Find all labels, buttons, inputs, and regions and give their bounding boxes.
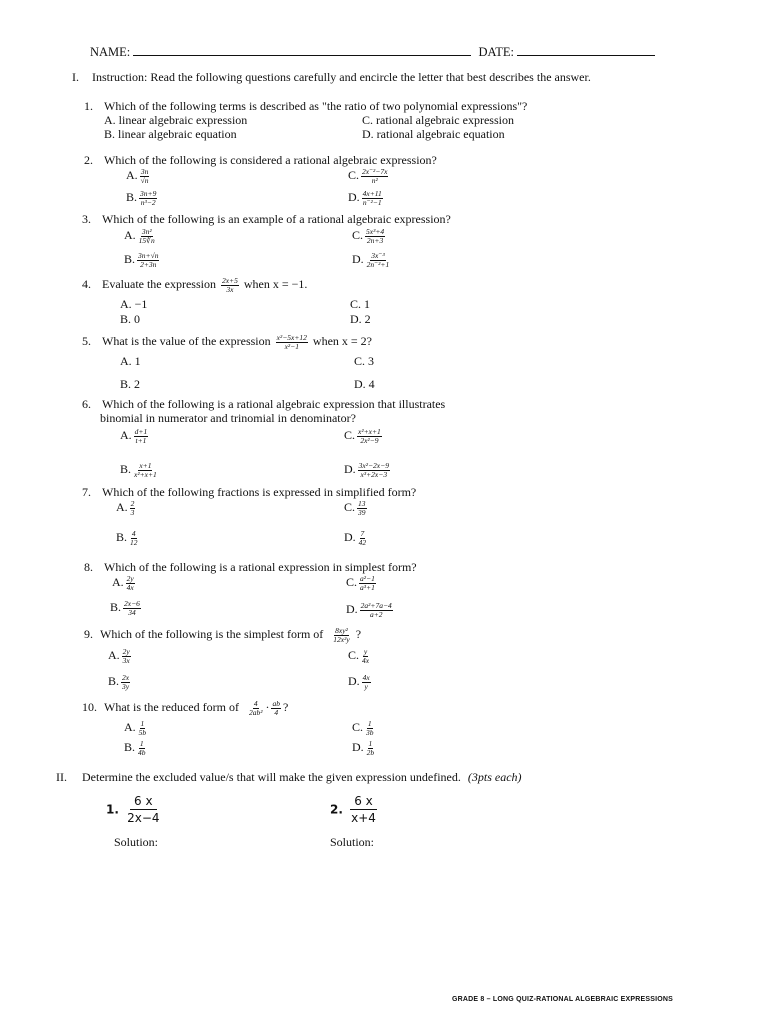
question-number: 3. [82,212,91,226]
question-number: 1. [84,99,93,113]
fraction-numerator: 2x⁻²−7x [362,167,388,176]
option-d[interactable] [344,530,369,547]
fraction-numerator: 8xy² [335,626,348,635]
fraction-numerator: 7 [360,529,365,538]
option-c[interactable]: C. 3 [354,354,375,368]
fraction-denominator: √n [140,175,149,185]
part2-numeral: II. [56,770,67,784]
option-d[interactable] [352,740,377,757]
option-label: A. [108,648,120,663]
question-text-end: when x = −1. [243,277,308,292]
option-fraction [140,168,150,185]
fraction-numerator: y [363,647,368,656]
fraction-denominator: 3b [366,727,374,737]
question-3 [82,212,451,227]
option-label: D. [352,252,364,267]
fraction-numerator: 6 x [350,794,377,810]
question-number: 8. [84,560,93,574]
fraction-denominator: y [364,681,368,691]
option-b[interactable]: B. 0 [120,312,141,326]
option-a[interactable] [116,500,137,517]
option-c[interactable] [344,500,369,517]
fraction-numerator: x²−5x+12 [276,333,307,342]
option-d[interactable]: D. rational algebraic equation [362,127,505,141]
fraction-numerator: 5x³+4 [366,227,385,236]
option-fraction [361,648,370,665]
option-fraction [134,428,149,445]
fraction-numerator: 3x⁻³ [371,251,385,260]
fraction-numerator: 4 [253,699,258,708]
option-fraction [357,500,367,517]
fraction-denominator: 3x [122,655,130,665]
part2-item-1 [106,794,164,826]
question-8 [84,560,417,575]
part2-instruction [56,770,522,785]
option-fraction [358,462,390,479]
option-label: C. [344,428,356,443]
question-number: 6. [82,397,91,411]
option-label: D. [344,462,356,477]
option-c[interactable] [352,720,377,737]
question-number: 5. [82,334,91,349]
option-label: C. [348,168,360,183]
question-text: What is the value of the expression [102,334,271,349]
fraction-denominator: 2x²−9 [360,435,379,445]
option-label: A. [112,575,124,590]
fraction-denominator: 4x [126,582,134,592]
question-fraction [221,277,239,294]
question-text: Which of the following is a rational algebraic expression that illustrates [102,397,446,411]
question-text: Which of the following is an example of a rational algebraic expression? [102,212,451,226]
fraction-denominator: 4 [274,707,279,717]
option-fraction [361,168,388,185]
option-label: B. [124,740,136,755]
question-6-line2: binomial in numerator and trinomial in denominator? [100,411,356,425]
option-fraction [123,600,141,617]
fraction-denominator: 2b [366,747,375,757]
option-fraction [362,674,371,691]
fraction-denominator: 12 [130,537,138,547]
fraction-denominator: 4x [362,655,370,665]
fraction-denominator: 42 [358,537,367,547]
fraction-denominator: 2+3n [140,259,157,269]
option-fraction [366,252,391,269]
option-b[interactable] [126,190,159,207]
option-label: C. [352,720,364,735]
fraction-denominator: 2x−4 [127,811,160,826]
fraction-denominator: 34 [128,607,136,617]
part1-instruction [72,70,591,85]
option-fraction [137,740,147,757]
fraction-numerator: 2y [122,647,130,656]
question-text-end: ? [355,627,362,642]
question-text: Which of the following is a rational expression in simplest form? [104,560,417,574]
option-a[interactable] [112,575,137,592]
question-number: 10. [82,700,97,715]
option-fraction [138,720,148,737]
question-text: Which of the following is considered a rational algebraic expression? [104,153,437,167]
option-label: C. [344,500,356,515]
option-b[interactable]: B. 2 [120,377,141,391]
name-field[interactable] [133,44,471,56]
fraction-denominator: x+4 [351,811,376,826]
fraction-numerator: 3x²−2x−9 [358,461,389,470]
option-fraction [139,190,157,207]
option-fraction [358,530,368,547]
option-label: C. [348,648,360,663]
fraction-denominator: a+2 [369,609,383,619]
fraction-numerator: a²−1 [360,574,375,583]
fraction-denominator: x²+x+1 [134,469,157,479]
fraction-numerator: 2y [126,574,134,583]
fraction-denominator: n³−2 [140,197,156,207]
option-label: B. [120,462,132,477]
fraction-numerator: 3n+9 [140,189,157,198]
fraction-numerator: x+1 [139,461,152,470]
option-fraction [357,428,382,445]
question-5 [82,334,372,351]
fraction-denominator: 3x [226,284,234,294]
option-b[interactable] [120,462,160,479]
item-fraction [347,794,380,826]
fraction-denominator: 2n⁻²+1 [366,259,390,269]
fraction-numerator: 3n [140,167,149,176]
solution-label-2: Solution: [330,835,375,849]
option-fraction [137,252,159,269]
name-row [90,44,655,60]
fraction-denominator: 39 [358,507,366,517]
fraction-numerator: x²+x+1 [358,427,381,436]
option-fraction [129,530,139,547]
option-fraction [362,190,383,207]
option-label: C. [346,575,358,590]
question-fraction [276,334,308,351]
option-d[interactable] [348,190,385,207]
fraction-denominator: 3 [130,507,135,517]
option-fraction [360,602,393,619]
question-10 [82,700,288,717]
option-label: A. [120,428,132,443]
fraction-numerator: 6 x [130,794,157,810]
option-c[interactable] [348,168,390,185]
fraction-denominator: 2n+3 [366,235,384,245]
fraction-denominator: 2ab² [248,707,263,717]
option-a[interactable]: A. 1 [120,354,141,368]
question-number: 7. [82,485,91,499]
option-label: B. [126,190,138,205]
option-d[interactable] [352,252,392,269]
fraction-numerator: 2x−6 [124,599,140,608]
question-number: 4. [82,277,91,292]
fraction-denominator: t+1 [135,435,147,445]
fraction-numerator: 2x+5 [221,276,238,285]
fraction-denominator: 3y [122,681,130,691]
part2-item-2 [330,794,380,826]
question-text: What is the reduced form of [104,700,239,715]
option-label: B. [124,252,136,267]
option-label: B. [116,530,128,545]
option-fraction [365,228,385,245]
option-a[interactable] [124,228,158,245]
option-label: D. [348,674,360,689]
part1-numeral: I. [72,70,79,84]
fraction-denominator: x²−1 [284,341,299,351]
option-b[interactable] [124,740,149,757]
page-footer: GRADE 8 – LONG QUIZ-RATIONAL ALGEBRAIC EXPRESSIONS [452,996,674,1003]
fraction-denominator: 12x²y [333,634,350,644]
question-text-end: when x = 2? [312,334,372,349]
part2-points: (3pts each) [467,770,522,784]
fraction-denominator: a³+1 [360,582,375,592]
fraction-numerator: 4x [362,673,370,682]
option-a[interactable] [108,648,133,665]
question-9 [84,627,361,644]
question-number: 9. [84,627,93,642]
option-d[interactable] [344,462,392,479]
fraction-numerator: ab [272,699,280,708]
fraction-numerator: 1 [139,739,144,748]
fraction-numerator: 13 [358,499,366,508]
option-label: D. [344,530,356,545]
option-c[interactable] [352,228,387,245]
option-label: A. [124,228,136,243]
fraction-denominator: n⁻²−1 [362,197,382,207]
option-c[interactable]: C. rational algebraic expression [362,113,514,127]
option-label: A. [124,720,136,735]
item-number: 2. [330,802,343,817]
option-d[interactable]: D. 2 [350,312,371,326]
option-b[interactable]: B. linear algebraic equation [104,127,237,141]
option-label: B. [108,674,120,689]
question-fraction-2 [271,700,281,717]
fraction-numerator: 2a²+7a−4 [360,601,392,610]
option-b[interactable] [108,674,132,691]
fraction-numerator: 3n+√n [138,251,159,260]
question-text: Evaluate the expression [102,277,216,292]
option-d[interactable]: D. 4 [354,377,375,391]
question-text: Which of the following is the simplest form of [100,627,324,642]
question-text: Which of the following fractions is expressed in simplified form? [102,485,417,499]
name-label: NAME: [90,45,131,59]
option-fraction [365,720,375,737]
fraction-denominator: x³+2x−3 [360,469,388,479]
option-a[interactable] [120,428,150,445]
question-fraction [248,700,264,717]
question-4 [82,277,307,294]
option-label: D. [346,602,358,617]
option-b[interactable] [116,530,141,547]
option-fraction [138,228,156,245]
option-fraction [359,575,376,592]
option-c[interactable] [348,648,372,665]
option-a[interactable]: A. linear algebraic expression [104,113,248,127]
option-fraction [366,740,376,757]
fraction-numerator: 3n² [141,227,152,236]
question-text-end: ? [282,700,289,715]
part2-instruction-text: Determine the excluded value/s that will make the given expression undefined. [82,770,461,784]
fraction-numerator: d+1 [134,427,148,436]
question-7 [82,485,416,500]
option-c[interactable] [346,575,378,592]
option-a[interactable]: A. −1 [120,297,148,311]
question-fraction [332,627,350,644]
option-label: C. [352,228,364,243]
multiply-dot: · [265,700,270,715]
fraction-numerator: 1 [368,739,373,748]
fraction-numerator: 1 [367,719,372,728]
option-fraction [133,462,158,479]
fraction-denominator: 4b [138,747,146,757]
fraction-numerator: 1 [140,719,145,728]
question-text: Which of the following terms is described as "the ratio of two polynomial expressions"? [104,99,528,113]
question-1 [84,99,527,114]
date-label: DATE: [478,45,514,59]
date-field[interactable] [517,44,655,56]
option-label: D. [348,190,360,205]
question-6 [82,397,445,412]
item-fraction [123,794,163,826]
option-fraction [122,648,131,665]
question-2 [84,153,437,168]
fraction-numerator: 4x+11 [362,189,382,198]
option-d[interactable] [348,674,373,691]
option-fraction [126,575,135,592]
fraction-numerator: 4 [131,529,136,538]
option-d[interactable] [346,602,395,619]
option-c[interactable] [344,428,384,445]
fraction-denominator: n² [371,175,378,185]
fraction-denominator: 5b [138,727,147,737]
fraction-denominator: 15∛n [138,235,155,245]
option-b[interactable] [110,600,143,617]
option-label: A. [126,168,138,183]
option-fraction [130,500,136,517]
option-a[interactable] [126,168,152,185]
option-label: D. [352,740,364,755]
option-label: B. [110,600,122,615]
option-label: A. [116,500,128,515]
item-number: 1. [106,802,119,817]
fraction-numerator: 2x [122,673,130,682]
fraction-numerator: 2 [130,499,135,508]
solution-label-1: Solution: [114,835,159,849]
option-c[interactable]: C. 1 [350,297,371,311]
part1-instruction-text: Instruction: Read the following questions carefully and encircle the letter that best describes the answer. [92,70,591,84]
option-a[interactable] [124,720,149,737]
option-b[interactable] [124,252,161,269]
question-number: 2. [84,153,93,167]
option-fraction [121,674,130,691]
